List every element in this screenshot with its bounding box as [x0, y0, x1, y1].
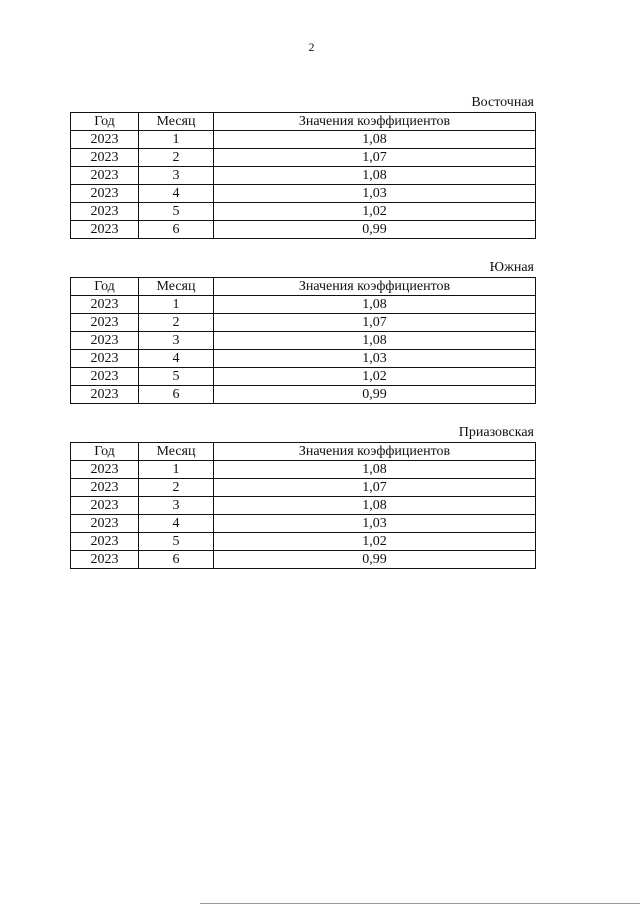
table-row: [71, 350, 536, 368]
cell-value: 1,08: [214, 461, 536, 479]
coefficients-table: [70, 112, 536, 239]
page-number: 2: [308, 40, 315, 54]
cell-month: 6: [139, 386, 214, 404]
cell-year: 2023: [71, 461, 139, 479]
cell-year: 2023: [71, 551, 139, 569]
cell-value: 1,07: [214, 479, 536, 497]
table-row: [71, 185, 536, 203]
cell-year: 2023: [71, 332, 139, 350]
cell-month: 4: [139, 350, 214, 368]
cell-value: 1,08: [214, 167, 536, 185]
cell-month: 1: [139, 131, 214, 149]
region-title: Восточная: [471, 95, 534, 110]
cell-year: 2023: [71, 515, 139, 533]
table-row: [71, 131, 536, 149]
column-header-month: Месяц: [139, 443, 214, 461]
table-row: [71, 479, 536, 497]
cell-value: 1,08: [214, 131, 536, 149]
table-row: [71, 332, 536, 350]
coefficients-table: [70, 442, 536, 569]
table-row: [71, 314, 536, 332]
cell-month: 5: [139, 533, 214, 551]
cell-year: 2023: [71, 386, 139, 404]
cell-value: 1,08: [214, 497, 536, 515]
table-header-row: [71, 113, 536, 131]
cell-year: 2023: [71, 296, 139, 314]
table-row: [71, 221, 536, 239]
column-header-value: Значения коэффициентов: [214, 278, 536, 296]
cell-value: 1,08: [214, 332, 536, 350]
cell-year: 2023: [71, 203, 139, 221]
column-header-month: Месяц: [139, 113, 214, 131]
cell-month: 3: [139, 497, 214, 515]
table-row: [71, 203, 536, 221]
coefficients-table: [70, 277, 536, 404]
cell-month: 3: [139, 332, 214, 350]
table-row: [71, 386, 536, 404]
cell-month: 2: [139, 314, 214, 332]
table-row: [71, 368, 536, 386]
cell-year: 2023: [71, 185, 139, 203]
table-row: [71, 497, 536, 515]
table-row: [71, 461, 536, 479]
table-header-row: [71, 443, 536, 461]
cell-year: 2023: [71, 368, 139, 386]
region-title: Южная: [489, 260, 534, 275]
column-header-value: Значения коэффициентов: [214, 443, 536, 461]
cell-value: 1,02: [214, 368, 536, 386]
table-header-row: [71, 278, 536, 296]
cell-value: 1,02: [214, 203, 536, 221]
cell-year: 2023: [71, 350, 139, 368]
cell-year: 2023: [71, 314, 139, 332]
table-row: [71, 515, 536, 533]
cell-value: 1,03: [214, 515, 536, 533]
section-yuzhnaya: [70, 259, 535, 404]
table-row: [71, 149, 536, 167]
cell-value: 1,07: [214, 314, 536, 332]
cell-month: 4: [139, 185, 214, 203]
cell-value: 1,07: [214, 149, 536, 167]
cell-month: 2: [139, 479, 214, 497]
cell-value: 0,99: [214, 551, 536, 569]
column-header-year: Год: [71, 443, 139, 461]
cell-year: 2023: [71, 479, 139, 497]
region-title: Приазовская: [458, 425, 534, 440]
section-priazovskaya: [70, 424, 535, 569]
cell-year: 2023: [71, 533, 139, 551]
cell-value: 1,08: [214, 296, 536, 314]
column-header-month: Месяц: [139, 278, 214, 296]
cell-year: 2023: [71, 221, 139, 239]
cell-value: 1,02: [214, 533, 536, 551]
column-header-year: Год: [71, 113, 139, 131]
column-header-value: Значения коэффициентов: [214, 113, 536, 131]
section-vostochnaya: [70, 94, 535, 239]
cell-month: 6: [139, 551, 214, 569]
cell-month: 5: [139, 368, 214, 386]
table-row: [71, 296, 536, 314]
cell-year: 2023: [71, 131, 139, 149]
cell-value: 0,99: [214, 221, 536, 239]
table-row: [71, 551, 536, 569]
cell-year: 2023: [71, 497, 139, 515]
cell-value: 0,99: [214, 386, 536, 404]
cell-month: 3: [139, 167, 214, 185]
cell-month: 1: [139, 296, 214, 314]
cell-month: 5: [139, 203, 214, 221]
cell-month: 2: [139, 149, 214, 167]
cell-value: 1,03: [214, 350, 536, 368]
cell-month: 4: [139, 515, 214, 533]
cell-year: 2023: [71, 149, 139, 167]
cell-month: 1: [139, 461, 214, 479]
cell-year: 2023: [71, 167, 139, 185]
table-row: [71, 167, 536, 185]
cell-month: 6: [139, 221, 214, 239]
column-header-year: Год: [71, 278, 139, 296]
table-row: [71, 533, 536, 551]
cell-value: 1,03: [214, 185, 536, 203]
scan-edge-line: [200, 903, 640, 904]
